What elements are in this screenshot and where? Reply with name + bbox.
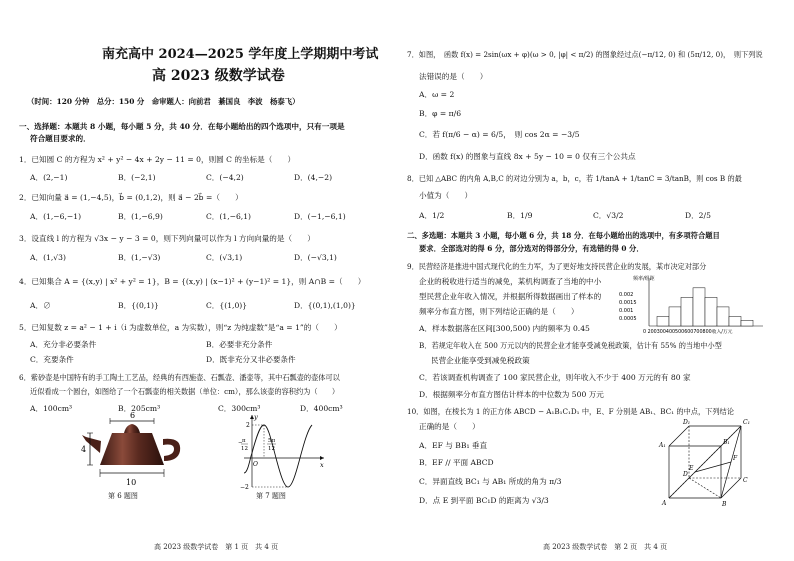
hist-bar-5 xyxy=(717,307,729,326)
q10-option-b: B．EF // 平面 ABCD xyxy=(419,458,494,467)
hist-ylabel-3: 0.0005 xyxy=(619,316,637,322)
hist-ylabel-0: 0.002 xyxy=(619,292,634,298)
q6-stem-cont: 近似看成一个圆台，如图给了一个石瓢壶的相关数据（单位：cm），那么该壶的容积约为（ ） xyxy=(30,387,340,396)
q9-option-c: C．若该调查机构调查了 100 家民营企业，则年收入不少于 400 万元的有 80 家 xyxy=(419,373,691,382)
q4-option-b: B．{(0,1)} xyxy=(118,301,159,310)
q2-option-b: B．(1,−6,9) xyxy=(118,212,163,221)
q6-stem: 6．紫砂壶是中国特有的手工陶土工艺品，经典的有西施壶、石瓢壶、潘壶等，其中石瓢壶的壶体可以 xyxy=(19,373,340,382)
q3-stem: 3．设直线 l 的方程为 √3x − y − 3 = 0，则下列向量可以作为 l 方向向量的是（ ） xyxy=(19,234,315,243)
q2-option-d: D．(−1,−6,1) xyxy=(294,212,346,221)
q9-line3: 型民营企业年收入情况，并根据所得数据画出了样本的 xyxy=(419,292,602,301)
q7-option-c: C．若 f(π/6 − α) = 6/5， 则 cos 2α = −3/5 xyxy=(419,130,580,139)
sine-graph-figure xyxy=(230,413,330,491)
q3-option-b: B．(1,−√3) xyxy=(118,253,161,262)
q3-option-a: A．(1,√3) xyxy=(30,253,66,262)
fig6-caption: 第 6 题图 xyxy=(108,492,138,500)
q6-option-d: D．400cm³ xyxy=(300,404,343,413)
cube-label-d: D xyxy=(683,471,688,478)
q1-option-c: C．(−4,2) xyxy=(206,173,244,182)
hist-bar-2 xyxy=(681,297,693,326)
q3-option-d: D．(−√3,1) xyxy=(294,253,337,262)
hist-bar-4 xyxy=(705,297,717,326)
q8-option-d: D．2/5 xyxy=(685,211,711,220)
teapot-figure xyxy=(68,413,198,493)
q1-option-a: A．(2,−1) xyxy=(30,173,68,182)
section2-heading-cont: 要求．全部选对的得 6 分，部分选对的得部分分，有选错的得 0 分． xyxy=(419,244,644,253)
sine-12a-label: 12 xyxy=(241,446,248,452)
q8-stem: 8．已知 △ABC 的内角 A,B,C 的对边分别为 a，b，c，若 1/tanA + 1/tanC = 3/tanB，则 cos B 的最 xyxy=(407,174,742,183)
q2-option-a: A．(1,−6,−1) xyxy=(30,212,82,221)
exam-title: 南充高中 2024—2025 学年度上学期期中考试 xyxy=(102,47,379,62)
q7-option-a: A．ω = 2 xyxy=(419,90,455,99)
q5-stem: 5．已知复数 z = a² − 1 + i（i 为虚数单位，a 为实数），则“z 为纯虚数”是“a = 1”的（ ） xyxy=(19,323,342,332)
fig7-caption: 第 7 题图 xyxy=(256,492,286,500)
sine-top-label: 2 xyxy=(246,422,250,429)
q8-option-b: B．1/9 xyxy=(507,211,533,220)
q8-option-a: A．1/2 xyxy=(419,211,445,220)
cube-label-e: E xyxy=(689,465,694,472)
q9-line2: 企业的税收进行适当的减免，某机构调查了当地的中小 xyxy=(419,277,602,286)
q4-option-a: A．∅ xyxy=(30,301,51,310)
sine-y-label: y xyxy=(254,413,258,421)
q7-stem-cont: 法错误的是（ ） xyxy=(419,72,488,81)
hist-bar-7 xyxy=(741,320,753,326)
sine-bottom-label: −2 xyxy=(240,484,249,491)
section1-heading: 一、选择题：本题共 8 小题，每小题 5 分，共 40 分．在每小题给出的四个选项中，只有一项是 xyxy=(19,122,345,131)
q10-option-c: C．异面直线 BC₁ 与 AB₁ 所成的角为 π/3 xyxy=(419,477,562,486)
hist-bar-3 xyxy=(693,288,705,326)
q6-option-a: A．100cm³ xyxy=(30,404,73,413)
q5-option-c: C．充要条件 xyxy=(30,355,74,364)
section2-heading: 二、多选题：本题共 3 小题，每小题 6 分，共 18 分．在每小题给出的选项中，有多项符合题目 xyxy=(407,231,720,240)
sine-pi-label: π xyxy=(242,438,246,444)
section1-heading-cont: 符合题目要求的． xyxy=(30,134,91,143)
cube-label-c1: C₁ xyxy=(743,419,750,426)
sine-x-label: x xyxy=(320,461,324,469)
hist-ylabel-2: 0.001 xyxy=(619,308,634,314)
q2-option-c: C．(1,−6,1) xyxy=(206,212,252,221)
cube-label-a1: A₁ xyxy=(659,442,666,449)
exam-meta: （时间：120 分钟 总分：150 分 命审题人：向前君 綦国良 李波 杨泰飞） xyxy=(27,97,300,106)
q7-stem: 7．如图， 函数 f(x) = 2sin(ωx + φ)(ω > 0, |φ| < π/2) 的图象经过点(−π/12, 0) 和 (5π/12, 0)， 则下列说 xyxy=(407,50,763,59)
footer-page-2: 高 2023 级数学试卷 第 2 页 共 4 页 xyxy=(543,543,668,551)
q10-option-a: A．EF 与 BB₁ 垂直 xyxy=(419,441,488,450)
histogram-chart xyxy=(617,274,767,334)
q2-stem: 2．已知向量 a⃗ = (1,−4,5)，b⃗ = (0,1,2)，则 a⃗ − 2b⃗ =（ ） xyxy=(19,193,243,202)
cube-label-c: C xyxy=(743,477,748,484)
q9-option-d: D．根据频率分布直方图估计样本的中位数为 500 万元 xyxy=(419,390,604,399)
q6-option-c: C．300cm³ xyxy=(218,404,261,413)
teapot-bottom-label: 10 xyxy=(126,478,137,487)
cube-label-b1: B₁ xyxy=(723,439,730,446)
q8-option-c: C．√3/2 xyxy=(593,211,624,220)
teapot-height-label: 4 xyxy=(81,445,87,454)
hist-title: 频率/组距 xyxy=(633,276,655,282)
q4-option-c: C．{(1,0)} xyxy=(206,301,248,310)
cube-label-b: B xyxy=(722,501,727,508)
q5-option-d: D．既非充分又非必要条件 xyxy=(206,355,296,364)
q3-option-c: C．(√3,1) xyxy=(206,253,243,262)
teapot-top-label: 6 xyxy=(130,411,136,420)
q7-option-d: D．函数 f(x) 的图象与直线 8x + 5y − 10 = 0 仅有三个公共点 xyxy=(419,152,636,161)
hist-bar-6 xyxy=(729,316,741,326)
cube-label-a: A xyxy=(662,500,667,507)
sine-origin-label: O xyxy=(253,461,258,468)
q10-line2: 正确的是（ ） xyxy=(419,422,480,431)
q7-option-b: B．φ = π/6 xyxy=(419,109,462,118)
cube-label-d1: D₁ xyxy=(683,419,691,426)
q5-option-a: A．充分非必要条件 xyxy=(30,340,97,349)
cube-figure xyxy=(659,418,769,508)
q10-line1: 10．如图，在棱长为 1 的正方体 ABCD − A₁B₁C₁D₁ 中，E、F 分别是 AB₁、BC₁ 的中点，下列结论 xyxy=(407,407,734,416)
right-page xyxy=(397,0,794,561)
hist-xlabel: 0 200300400500600700800收入/万元 xyxy=(643,330,733,335)
footer-page-1: 高 2023 级数学试卷 第 1 页 共 4 页 xyxy=(154,543,279,551)
q5-option-b: B．必要非充分条件 xyxy=(206,340,273,349)
sine-5pi-label: 5π xyxy=(268,438,276,444)
hist-bar-0 xyxy=(657,316,669,326)
q9-line4: 频率分布直方图，则下列结论正确的是（ ） xyxy=(419,307,579,316)
q1-option-b: B．(−2,1) xyxy=(118,173,156,182)
exam-subtitle: 高 2023 级数学试卷 xyxy=(152,68,285,84)
sine-minus-label: − xyxy=(238,440,243,446)
q4-option-d: D．{(0,1),(1,0)} xyxy=(294,301,356,310)
q9-option-b-cont: 民营企业能享受到减免税政策 xyxy=(431,356,530,365)
q1-stem: 1．已知圆 C 的方程为 x² + y² − 4x + 2y − 11 = 0，则圆 C 的坐标是（ ） xyxy=(19,155,296,164)
q8-stem-cont: 小值为（ ） xyxy=(419,191,473,200)
q9-option-b: B．若规定年收入在 500 万元以内的民营企业才能享受减免税政策，估计有 55% 的当地中小型 xyxy=(419,341,722,350)
q9-line1: 9．民营经济是推进中国式现代化的生力军，为了更好地支持民营企业的发展，某市决定对部分 xyxy=(407,262,707,271)
q6-option-b: B．205cm³ xyxy=(118,404,161,413)
hist-bars xyxy=(657,288,753,326)
q4-stem: 4．已知集合 A = {(x,y) | x² + y² = 1}，B = {(x,y) | (x−1)² + (y−1)² = 1}，则 A∩B =（ ） xyxy=(19,277,366,286)
hist-ylabel-1: 0.0015 xyxy=(619,300,637,306)
q9-option-a: A．样本数据落在区间[300,500) 内的频率为 0.45 xyxy=(419,324,590,333)
hist-bar-1 xyxy=(669,307,681,326)
cube-label-f: F xyxy=(733,455,738,462)
q10-option-d: D．点 E 到平面 BC₁D 的距离为 √3/3 xyxy=(419,496,549,505)
q1-option-d: D．(4,−2) xyxy=(294,173,333,182)
sine-12b-label: 12 xyxy=(268,446,275,452)
